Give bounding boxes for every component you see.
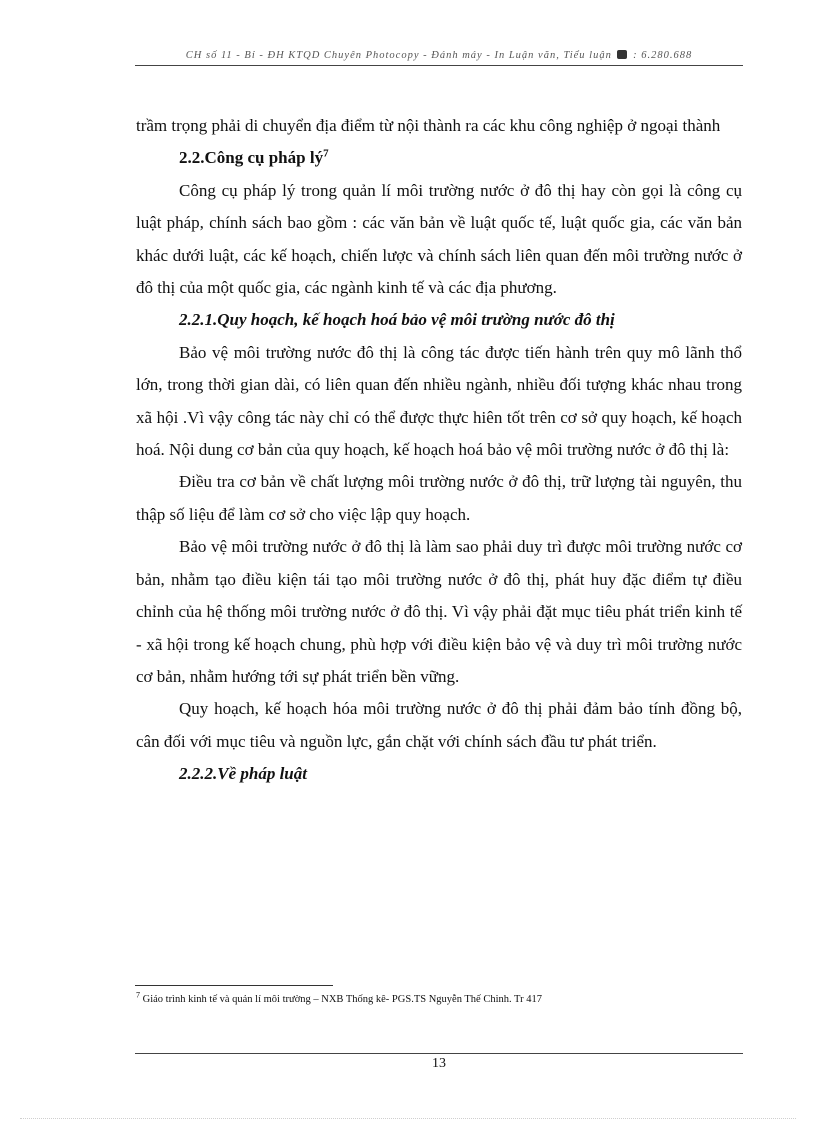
document-body (136, 110, 742, 791)
paragraph-protection: Bảo vệ môi trường nước ở đô thị là làm sao phải duy trì được môi trường nước cơ bản, nhằm tạo điều kiện tái tạo môi trường nước ở đô thị, phát huy đặc điểm tự điều chỉnh của hệ thống môi trường nước ở đô thị. Vì vậy phải đặt mục tiêu phát triển kinh tế - xã hội trong kế hoạch chung, phù hợp với điều kiện bảo vệ và duy trì môi trường nước cơ bản, nhằm hướng tới sự phát triển bền vững. (136, 537, 742, 686)
header-phone: : 6.280.688 (633, 50, 693, 61)
paragraph-continuation: trầm trọng phải di chuyển địa điểm từ nội thành ra các khu công nghiệp ở ngoại thành (136, 116, 721, 135)
header-text: CH số 11 - Bỉ - ĐH KTQD Chuyên Photocopy - Đánh máy - In Luận văn, Tiểu luận (185, 50, 612, 61)
section-heading-2-2-2: 2.2.2.Về pháp luật (179, 764, 307, 784)
footnote-separator (135, 985, 333, 986)
header-rule (135, 65, 743, 66)
footnote (136, 990, 742, 1007)
paragraph-legal-tools: Công cụ pháp lý trong quản lí môi trường nước ở đô thị hay còn gọi là công cụ luật pháp, chính sách bao gồm : các văn bản về luật quốc tế, luật quốc gia, các văn bản khác dưới luật, các kế hoạch, chiến lược và chính sách liên quan đến môi trường nước ở đô thị của một quốc gia, các ngành kinh tế và các địa phương. (136, 180, 742, 298)
section-heading-2-2 (136, 142, 742, 174)
paragraph-planning: Bảo vệ môi trường nước đô thị là công tác được tiến hành trên quy mô lãnh thổ lớn, trong thời gian dài, có liên quan đến nhiều ngành, nhiều đối tượng khác nhau trong xã hội .Vì vậy công tác này chỉ có thể được thực hiên tốt trên cơ sở quy hoạch, kế hoạch hoá. Nội dung cơ bản của quy hoạch, kế hoạch hoá bảo vệ môi trường nước ở đô thị là: (136, 342, 742, 460)
paragraph-synchronization: Quy hoạch, kế hoạch hóa môi trường nước ở đô thị phải đảm bảo tính đồng bộ, cân đối với mục tiêu và nguồn lực, gắn chặt với chính sách đầu tư phát triển. (136, 699, 742, 751)
page-number: 13 (432, 1056, 446, 1071)
footer-rule (135, 1053, 743, 1054)
footnote-reference: 7 (323, 147, 329, 160)
paragraph-survey: Điều tra cơ bản về chất lượng môi trường nước ở đô thị, trữ lượng tài nguyên, thu thập số liệu để làm cơ sở cho việc lập quy hoạch. (136, 472, 742, 524)
phone-icon (617, 50, 627, 59)
section-heading-2-2-1: 2.2.1.Quy hoạch, kế hoạch hoá bảo vệ môi trường nước đô thị (179, 310, 615, 330)
footnote-text: Giáo trình kinh tế và quản lí môi trường – NXB Thống kê- PGS.TS Nguyễn Thế Chinh. Tr 417 (142, 994, 542, 1005)
page-edge (20, 1118, 796, 1119)
running-header (135, 50, 743, 61)
footnote-number: 7 (136, 990, 140, 1000)
heading-text: 2.2.Công cụ pháp lý (179, 148, 324, 168)
